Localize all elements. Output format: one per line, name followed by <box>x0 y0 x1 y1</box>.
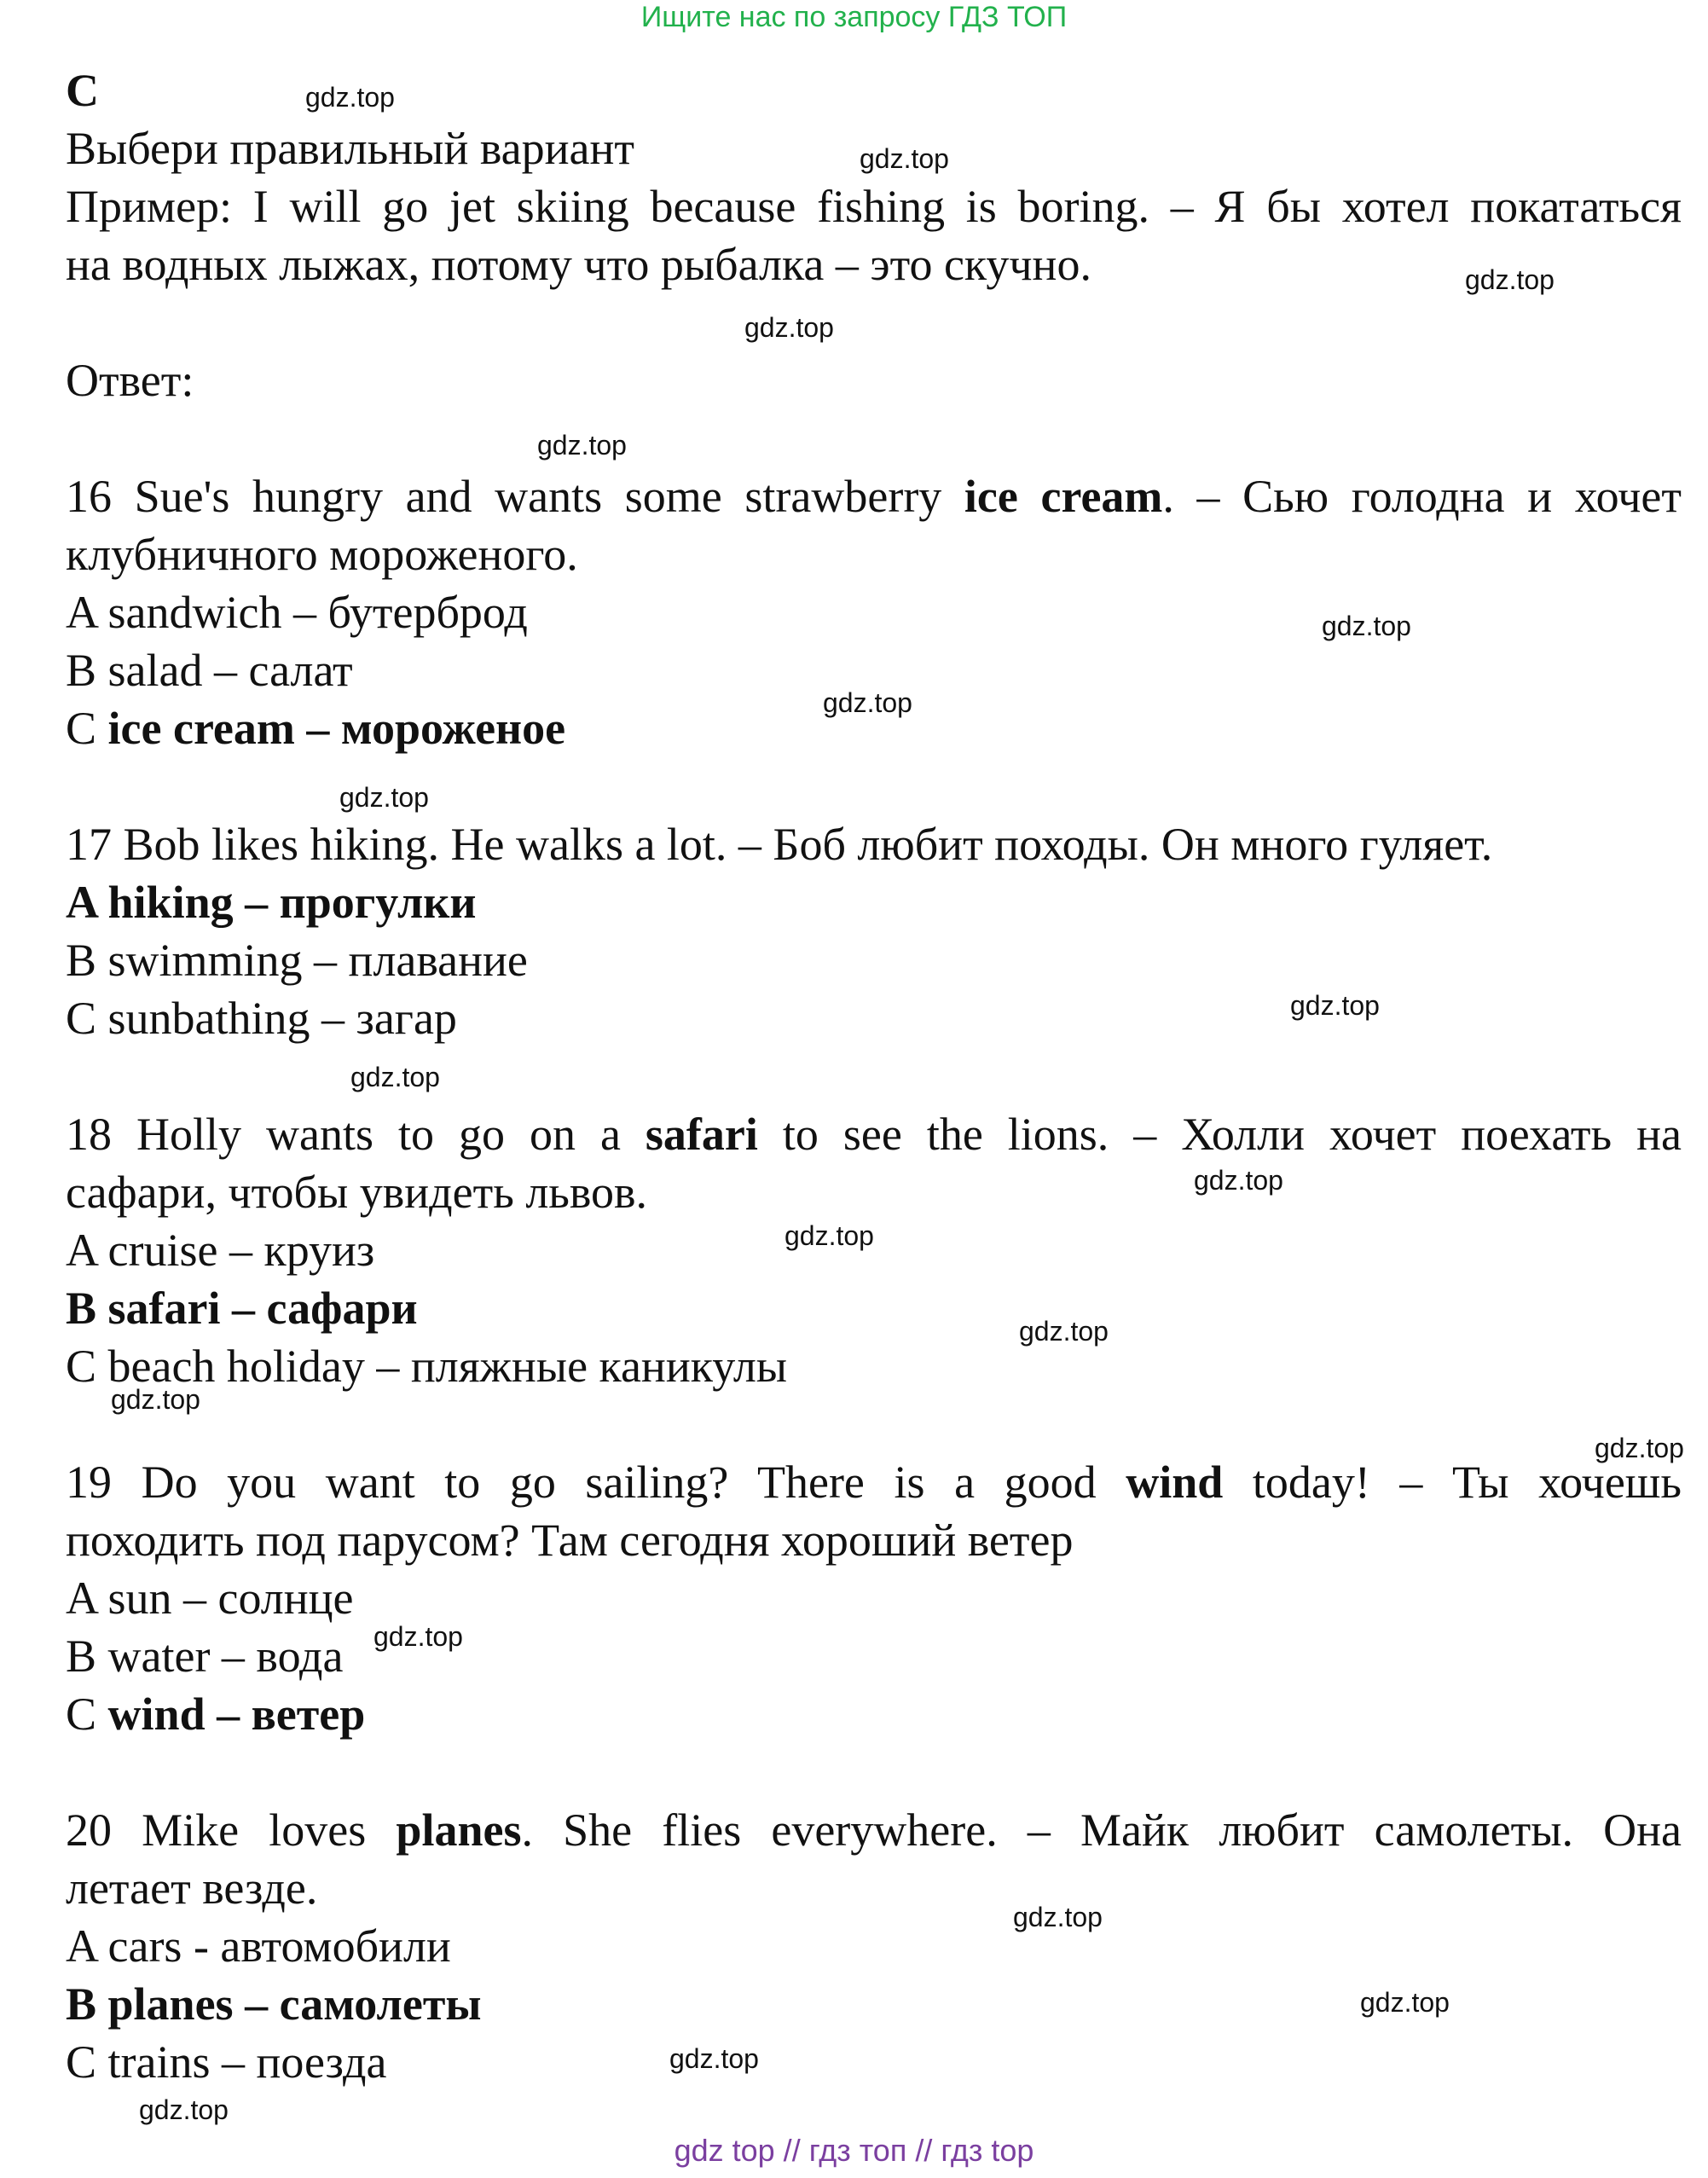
document-body <box>66 61 1682 2091</box>
watermark: gdz.top <box>1019 1316 1109 1347</box>
option-20-a: A cars - автомобили <box>66 1920 451 1972</box>
watermark: gdz.top <box>139 2094 229 2125</box>
question-20-line-2: летает везде. <box>66 1862 318 1914</box>
instruction: Выбери правильный вариант <box>66 123 634 174</box>
question-19-line-2: походить под парусом? Там сегодня хороший ветер <box>66 1515 1074 1566</box>
watermark: gdz.top <box>744 312 834 343</box>
option-17-b: B swimming – плавание <box>66 935 528 986</box>
question-18-line-2: сафари, чтобы увидеть львов. <box>66 1167 648 1218</box>
section-letter: C <box>66 65 99 116</box>
watermark: gdz.top <box>1465 264 1555 295</box>
question-18: 18 Holly wants to go on a safari to see the lions. – Холли хочет поехать на <box>66 1109 1682 1160</box>
answer-label: Ответ: <box>66 355 194 406</box>
watermark: gdz.top <box>339 782 429 813</box>
option-20-b: B planes – самолеты <box>66 1978 482 2030</box>
question-20: 20 Mike loves planes. She flies everywhere. – Майк любит самолеты. Она <box>66 1804 1682 1856</box>
watermark: gdz.top <box>1360 1987 1450 2018</box>
watermark: gdz.top <box>785 1220 874 1251</box>
watermark: gdz.top <box>1194 1165 1283 1196</box>
option-17-a: A hiking – прогулки <box>66 877 477 928</box>
question-19: 19 Do you want to go sailing? There is a good wind today! – Ты хочешь <box>66 1457 1682 1508</box>
question-16: 16 Sue's hungry and wants some strawberry ice cream. – Сью голодна и хочет <box>66 471 1682 522</box>
top-banner: Ищите нас по запросу ГДЗ ТОП <box>640 1 1068 33</box>
watermark: gdz.top <box>1595 1433 1684 1463</box>
watermark: gdz.top <box>537 430 627 461</box>
option-18-a: A cruise – круиз <box>66 1225 375 1276</box>
option-16-a: A sandwich – бутерброд <box>66 587 528 638</box>
option-19-c: C wind – ветер <box>66 1689 366 1740</box>
watermark: gdz.top <box>1013 1902 1103 1932</box>
watermark: gdz.top <box>305 82 395 113</box>
watermark: gdz.top <box>823 687 912 718</box>
option-19-a: A sun – солнце <box>66 1573 354 1624</box>
watermark: gdz.top <box>373 1621 463 1652</box>
question-16-line-2: клубничного мороженого. <box>66 529 578 580</box>
watermark: gdz.top <box>1322 611 1411 641</box>
option-17-c: C sunbathing – загар <box>66 993 457 1044</box>
option-18-b: B safari – сафари <box>66 1283 418 1334</box>
footer-links: gdz top // гдз топ // гдз top <box>674 2133 1034 2168</box>
watermark: gdz.top <box>1290 990 1380 1021</box>
option-20-c: C trains – поезда <box>66 2036 387 2088</box>
watermark: gdz.top <box>350 1062 440 1092</box>
question-17: 17 Bob likes hiking. He walks a lot. – Боб любит походы. Он много гуляет. <box>66 819 1493 870</box>
option-19-b: B water – вода <box>66 1631 344 1682</box>
watermark: gdz.top <box>860 143 949 174</box>
example-line-1: Пример: I will go jet skiing because fishing is boring. – Я бы хотел покататься <box>66 181 1682 232</box>
example-line-2: на водных лыжах, потому что рыбалка – это скучно. <box>66 239 1091 290</box>
option-18-c: C beach holiday – пляжные каникулы <box>66 1341 788 1392</box>
watermark: gdz.top <box>669 2043 759 2074</box>
watermark: gdz.top <box>111 1384 200 1415</box>
option-16-b: B salad – салат <box>66 645 353 696</box>
option-16-c: C ice cream – мороженое <box>66 703 566 754</box>
